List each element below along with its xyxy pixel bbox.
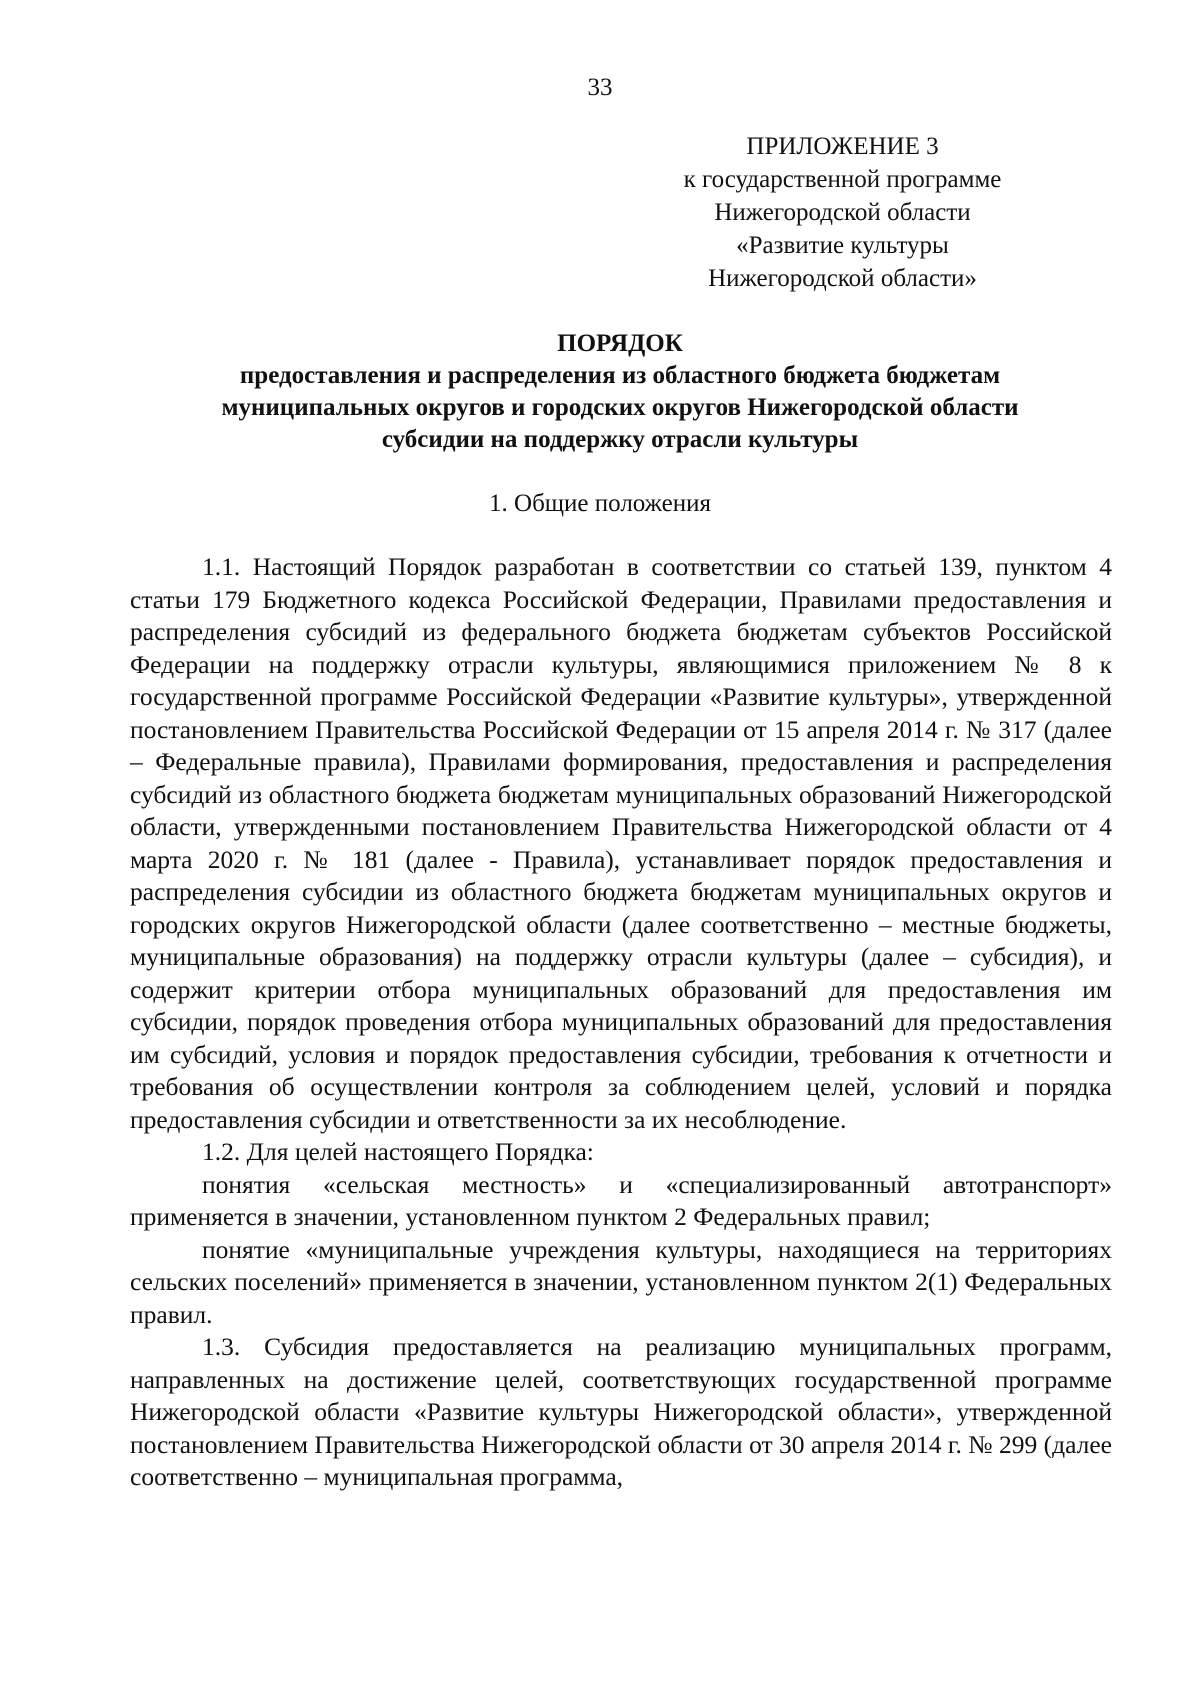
appendix-line: к государственной программе	[683, 166, 1002, 193]
paragraph-1-3: 1.3. Субсидия предоставляется на реализацию муниципальных программ, направленных на достижение целей, соответствующих государственной программе Нижегородской области «Развитие культуры Нижегородской области», утвержденной постановлением Правительства Нижегородской области от 30 апреля 2014 г. № 299 (далее соответственно – муниципальная программа,	[130, 1332, 1112, 1491]
section-heading: 1. Общие положения	[489, 490, 711, 517]
appendix-line: «Развитие культуры	[736, 232, 949, 259]
paragraph-1-2-b: понятие «муниципальные учреждения культуры, находящиеся на территориях сельских поселений» применяется в значении, установленном пунктом 2(1) Федеральных правил.	[130, 1234, 1112, 1329]
appendix-label: ПРИЛОЖЕНИЕ 3	[746, 133, 939, 160]
paragraph-1-2-a: понятия «сельская местность» и «специализированный автотранспорт» применяется в значении, установленном пунктом 2 Федеральных правил;	[130, 1169, 1112, 1231]
document-body	[130, 551, 1112, 1494]
paragraph-1-1: 1.1. Настоящий Порядок разработан в соответствии со статьей 139, пунктом 4 статьи 179 Бюджетного кодекса Российской Федерации, Правилами предоставления и распределения субсидий из федерального бюджета бюджетам субъектов Российской Федерации на поддержку отрасли культуры, являющимися приложением № 8 к государственной программе Российской Федерации «Развитие культуры», утвержденной постановлением Правительства Российской Федерации от 15 апреля 2014 г. № 317 (далее – Федеральные правила), Правилами формирования, предоставления и распределения субсидий из областного бюджета бюджетам муниципальных образований Нижегородской области, утвержденными постановлением Правительства Нижегородской области от 4 марта 2020 г. № 181 (далее - Правила), устанавливает порядок предоставления и распределения субсидии из областного бюджета бюджетам муниципальных округов и городских округов Нижегородской области (далее соответственно – местные бюджеты, муниципальные образования) на поддержку отрасли культуры (далее – субсидия), и содержит критерии отбора муниципальных образований для предоставления им субсидии, порядок проведения отбора муниципальных образований для предоставления им субсидий, условия и порядок предоставления субсидии, требования к отчетности и требования об осуществлении контроля за соблюдением целей, условий и порядка предоставления субсидии и ответственности за их несоблюдение.	[130, 552, 1112, 1134]
document-title	[130, 328, 1110, 456]
title-line: субсидии на поддержку отрасли культуры	[381, 426, 859, 453]
title-line: муниципальных округов и городских округов Нижегородской области	[221, 394, 1019, 421]
appendix-line: Нижегородской области	[714, 199, 971, 226]
appendix-header	[660, 130, 1025, 295]
appendix-line: Нижегородской области»	[708, 265, 977, 292]
page-number: 33	[587, 74, 613, 101]
paragraph-1-2: 1.2. Для целей настоящего Порядка:	[202, 1137, 594, 1166]
title-heading: ПОРЯДОК	[557, 330, 683, 357]
title-line: предоставления и распределения из областного бюджета бюджетам	[239, 362, 1001, 389]
